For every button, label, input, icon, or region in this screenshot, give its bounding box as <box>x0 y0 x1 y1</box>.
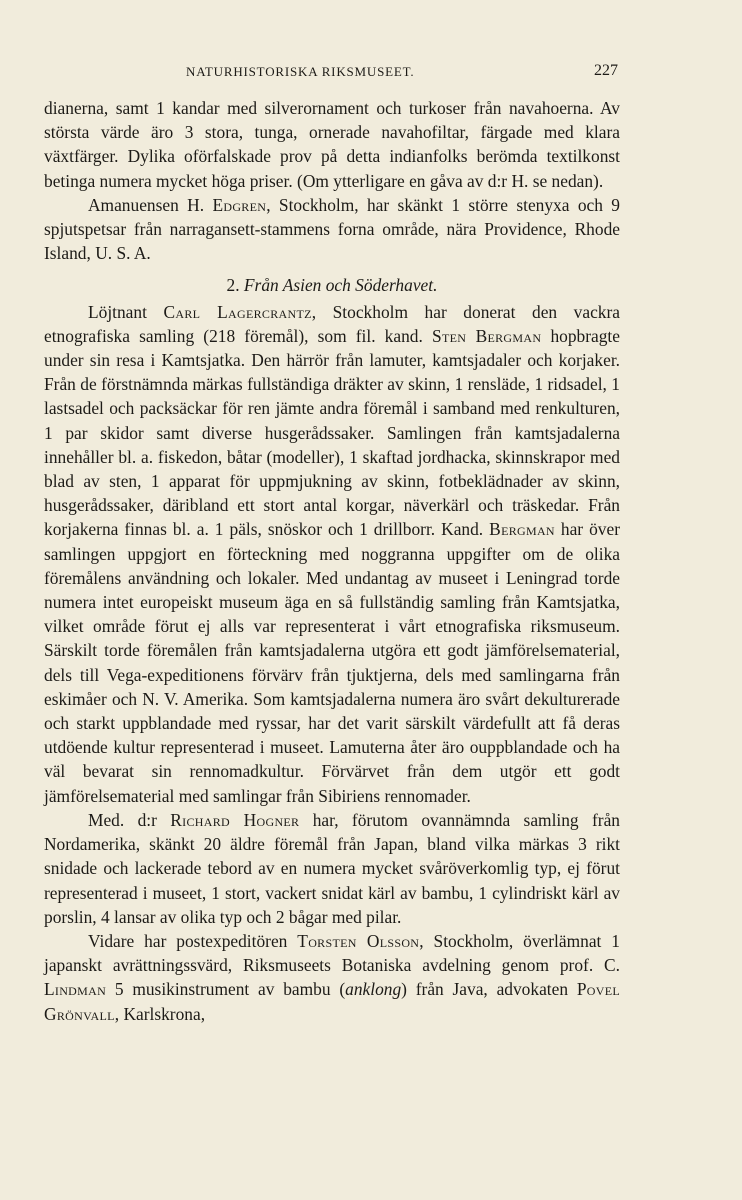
paragraph-2 <box>44 193 620 266</box>
text-run: , Stockholm, har skänkt 1 större stenyxa och 9 spjutspetsar från narragansett-stammens forna område, nära Providence, Rhode Island, U. S. A. <box>44 194 620 264</box>
running-title: NATURHISTORISKA RIKSMUSEET. <box>186 64 415 79</box>
person-name: Bergman <box>489 519 555 540</box>
person-name: Carl Lagercrantz <box>163 301 312 322</box>
text-run: , Stockholm har donerat den vackra etnografiska samling (218 föremål), som fil. kand. <box>44 301 620 346</box>
section-title: Från Asien och Söderhavet. <box>243 275 438 296</box>
person-name: Povel Grönvall <box>44 979 620 1024</box>
paragraph-4 <box>44 808 620 929</box>
text-run: har över samlingen uppgjort en förteckning med noggranna uppgifter om de olika föremålens användning och lokaler. Med undantag av museet i Leningrad torde numera intet europeiskt museum äga en så fullständig samling från Kamtsjatka, vilket område förut ej alls var representerat i vårt etnografiska riksmuseum. Särskilt torde föremålen från kamtsjadalerna utgöra ett godt jämförelsematerial, dels till Vega-expeditionens förvärv från tjuktjerna, dels med samlingarna från eskimåer och N. V. Amerika. Som kamtsjadalerna numera äro svårt dekulturerade och starkt uppblandade med ryssar, har det varit särskilt värdefullt att få deras utdöende kultur representerad i museet. Lamuterna åter äro ouppblandade och ha väl bevarat sin rennomadkultur. Förvärvet från dem utgör ett godt jämförelsematerial med samlingar från Sibiriens rennomader. <box>44 519 620 806</box>
instrument-term: anklong <box>345 979 402 1000</box>
paragraph-5 <box>44 929 620 1026</box>
section-number: 2. <box>226 275 244 296</box>
running-header <box>186 64 618 82</box>
person-name: Richard Hogner <box>170 809 300 830</box>
paragraph-text: dianerna, samt 1 kandar med silverornament och turkoser från navahoerna. Av största värde äro 3 stora, tunga, ornerade navahofiltar, färgade med klara växtfärger. Dylika oförfalskade prov på detta indianfolks berömda textilkonst betinga numera mycket höga priser. (Om ytterligare en gåva av d:r H. se nedan). <box>44 98 620 191</box>
person-name: Sten Bergman <box>431 325 542 346</box>
person-name: Edgren <box>212 194 267 215</box>
text-run: hopbragte under sin resa i Kamtsjatka. Den härrör från lamuter, kamtsjadaler och korjaker. Från de förstnämnda märkas fullständiga dräkter av skinn, 1 rensläde, 1 ridsadel, 1 lastsadel och packsäckar för ren jämte andra föremål i samband med renkulturen, 1 par skidor samt diverse husgerådssaker. Samlingen från kamtsjadalerna innehåller bl. a. fiskedon, båtar (modeller), 1 skaftad jordhacka, skinnskrapor med blad av sten, 1 apparat för uppmjukning av skinn, fotbeklädnader av skinn, husgerådssaker, däribland ett stort antal korgar, näverkärl och träskedar. Från korjakerna finnas bl. a. 1 päls, snöskor och 1 drillborr. Kand. <box>44 325 620 540</box>
section-heading <box>44 273 620 297</box>
person-name: Lindman <box>44 979 107 1000</box>
text-run: Löjtnant <box>88 301 164 322</box>
person-name: Torsten Olsson <box>297 930 420 951</box>
text-run: , Stockholm, överlämnat 1 japanskt avrättningssvärd, Riksmuseets Botaniska avdelning genom prof. C. <box>44 930 620 976</box>
text-run: Vidare har postexpeditören <box>88 930 298 951</box>
text-run: , Karlskrona, <box>114 1003 206 1024</box>
page-number: 227 <box>594 62 618 79</box>
paragraph-1 <box>44 96 620 193</box>
text-run: Amanuensen H. <box>88 194 213 215</box>
text-run: 5 musikinstrument av bambu ( <box>106 979 346 1000</box>
text-run: Med. d:r <box>88 809 171 830</box>
body-text <box>44 96 620 1026</box>
paragraph-3 <box>44 300 620 808</box>
text-run: ) från Java, advokaten <box>401 979 577 1000</box>
text-run: har, förutom ovannämnda samling från Nordamerika, skänkt 20 äldre föremål från Japan, bland vilka märkas 3 rikt snidade och lackerade tebord av en numera mycket svåröverkomlig typ, ej förut representerad i museet, 1 stort, vackert snidat kärl av bambu, 1 cylindriskt kärl av porslin, 4 lansar av olika typ och 2 bågar med pilar. <box>44 809 620 927</box>
